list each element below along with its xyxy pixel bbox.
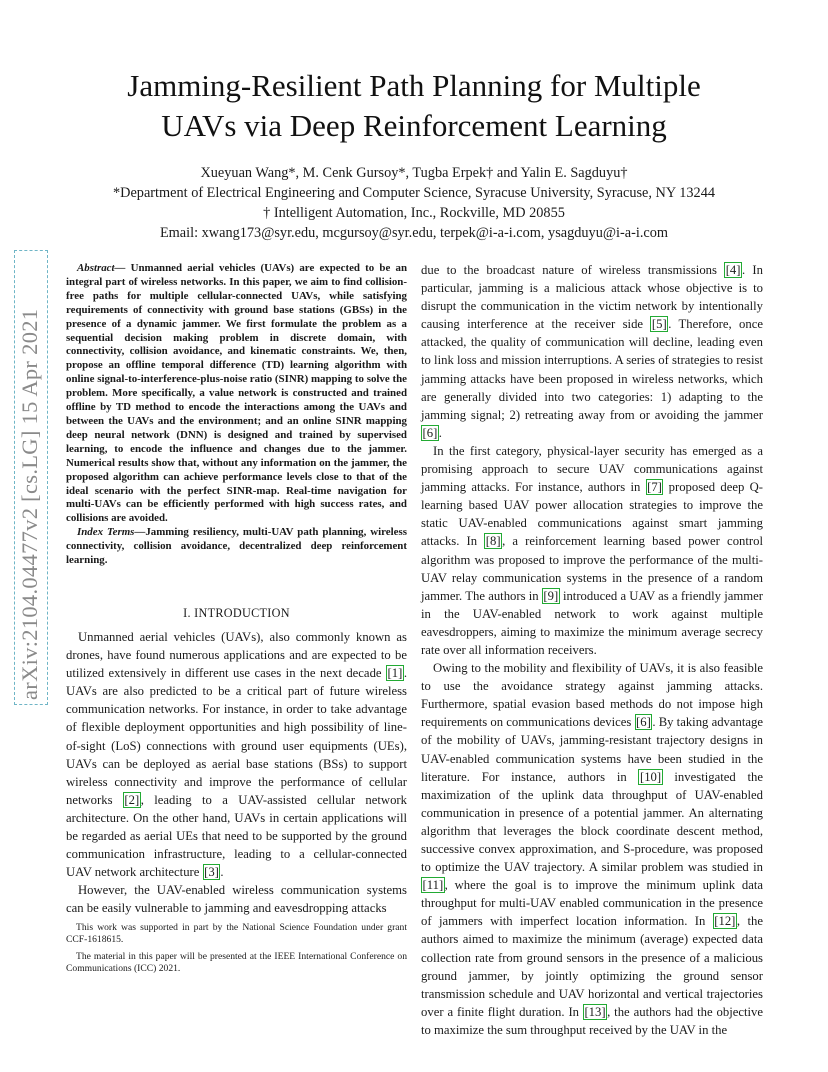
- citation-link[interactable]: [6]: [636, 715, 651, 730]
- abstract-label: Abstract—: [77, 262, 126, 274]
- citation-link[interactable]: [4]: [725, 263, 741, 277]
- text-run: introduced a UAV as a friendly jammer in the UAV-enabled network to work against multiple eavesdroppers, aiming to maximize the minimum average secrecy rate over all information receivers.: [421, 588, 764, 657]
- author-block: [0, 163, 828, 243]
- footnote-conference: The material in this paper will be presented at the IEEE International Conference on Communications (ICC) 2021.: [66, 950, 407, 974]
- text-run: , the authors aimed to maximize the minimum (average) expected data collection rate from ground sensors in the presence of a malicious ground jammer, by jointly optimizing the ground sensor transmission schedule and UAV horizontal and vertical trajectories over a finite flight duration. In: [421, 914, 763, 1019]
- section-heading-introduction: I. INTRODUCTION: [183, 606, 290, 620]
- text-run: Owing to the mobility and flexibility of UAVs, it is also feasible to use the avoidance strategy against jamming attacks. Furthermore, spatial evasion based methods do not impose high requirements on communications devices: [421, 661, 763, 730]
- text-run: proposed deep Q-learning based UAV power allocation strategies to improve the static UAV-enabled communications against smart jamming attacks. In: [421, 480, 763, 549]
- citation-link[interactable]: [12]: [714, 914, 736, 929]
- footnotes: [66, 922, 407, 979]
- title-line-2: UAVs via Deep Reinforcement Learning: [161, 108, 667, 143]
- intro-paragraph-1: [66, 628, 407, 881]
- text-run: , leading to a UAV-assisted cellular network architecture. On the other hand, UAVs in certain applications will be regarded as aerial UEs that need to be supported by the ground communication infrastructure, leading to a cellular-connected UAV network architecture: [66, 792, 408, 880]
- footnote-funding: This work was supported in part by the National Science Foundation under grant CCF-1618615.: [66, 922, 407, 946]
- text-run: due to the broadcast nature of wireless transmissions: [421, 263, 725, 277]
- text-run: . Therefore, once attacked, the quality of communication will decline, leading even to link loss and mission interruptions. A series of strategies to resist jamming attacks have been proposed in wireless networks, which are generally divided into two categories: 1) adapting to the jamming signal; 2) retreating away from or avoiding the jammer: [421, 317, 764, 422]
- text-run: , where the goal is to improve the minimum uplink data throughput for multi-UAV enabled communication in the presence of jammers with imperfect location information. In: [421, 878, 763, 929]
- abstract-text: Unmanned aerial vehicles (UAVs) are expected to be an integral part of wireless networks. In this paper, we aim to find collision-free paths for multiple cellular-connected UAVs, while satisfying requirements of connectivity with ground base stations (GBSs) in the presence of a dynamic jammer. We first formulate the problem as a sequential decision making problem in discrete domain, with connectivity, collision avoidance, and kinematic constraints. We, then, propose an offline temporal difference (TD) learning algorithm with online signal-to-interference-plus-noise ratio (SINR) mapping to solve the problem. More specifically, a value network is constructed and trained offline by TD method to encode the interactions among the UAVs and between the UAVs and the environment; and an online SINR mapping deep neural network (DNN) is designed and trained by supervised learning, to encode the influence and changes due to the jammer. Numerical results show that, without any information on the jammer, the proposed algorithm can achieve performance levels close to that of the ideal scenario with the perfect SINR-map. Real-time navigation for multi-UAVs can be efficiently performed with high success rates, and collisions are avoided.: [66, 262, 407, 525]
- citation-link[interactable]: [3]: [204, 865, 219, 880]
- title-line-1: Jamming-Resilient Path Planning for Multiple: [127, 68, 701, 103]
- citation-link[interactable]: [8]: [485, 534, 501, 549]
- citation-link[interactable]: [13]: [584, 1004, 606, 1019]
- author-emails: Email: xwang173@syr.edu, mcgursoy@syr.edu, terpek@i-a-i.com, ysagduyu@i-a-i.com: [159, 225, 669, 241]
- text-run: , a reinforcement learning based power control algorithm was proposed to improve the performance of the multi-UAV relay communication systems in the presence of a random jammer. The authors in: [421, 534, 763, 603]
- abstract-paragraph: [66, 262, 407, 526]
- citation-link[interactable]: [11]: [422, 878, 444, 893]
- paper-title: [0, 66, 828, 146]
- affiliation-syracuse: *Department of Electrical Engineering and Computer Science, Syracuse University, Syracuse, NY 13244: [112, 185, 715, 201]
- continued-paragraph: [421, 261, 763, 442]
- citation-link[interactable]: [2]: [124, 792, 140, 807]
- citation-link[interactable]: [9]: [543, 588, 559, 603]
- left-column-body: [66, 628, 407, 918]
- abstract: [66, 262, 407, 568]
- physical-layer-paragraph: [421, 442, 763, 659]
- citation-link[interactable]: [6]: [422, 425, 438, 440]
- citation-link[interactable]: [7]: [647, 480, 662, 495]
- text-run: In the first category, physical-layer security has emerged as a promising approach to secure UAV communications against jamming attacks. For instance, authors in: [421, 443, 763, 495]
- intro-paragraph-2: However, the UAV-enabled wireless communication systems can be easily vulnerable to jamming and eavesdropping attacks: [66, 883, 407, 916]
- index-terms: [66, 526, 407, 568]
- text-run: . By taking advantage of the mobility of UAVs, jamming-resistant trajectory designs in UAV-enabled communication systems have been studied in the literature. For instance, authors in: [421, 715, 763, 784]
- right-column-body: [421, 261, 763, 1039]
- citation-link[interactable]: [1]: [387, 666, 403, 681]
- arxiv-identifier[interactable]: arXiv:2104.04477v2 [cs.LG] 15 Apr 2021: [17, 308, 42, 700]
- citation-link[interactable]: [5]: [651, 317, 667, 332]
- index-terms-label: Index Terms: [77, 526, 135, 539]
- text-run: .: [220, 865, 224, 880]
- text-run: , the authors had the objective to maximize the sum throughput received by the UAV in the: [421, 1004, 764, 1037]
- text-run: .: [438, 425, 442, 440]
- text-run: Unmanned aerial vehicles (UAVs), also commonly known as drones, have found numerous applications and are expected to be utilized extensively in different use cases in the next decade: [66, 630, 407, 681]
- citation-link[interactable]: [10]: [639, 769, 662, 784]
- mobility-paragraph: [421, 659, 763, 1039]
- text-run: investigated the maximization of the uplink data throughput of UAV-enabled communication in presence of a potential jammer. An alternating algorithm that leverages the block coordinate descent method, successive convex approximation, and S-procedure, was proposed to optimize the UAV trajectory. A similar problem was studied in: [421, 769, 764, 875]
- author-names: Xueyuan Wang*, M. Cenk Gursoy*, Tugba Erpek† and Yalin E. Sagduyu†: [200, 165, 628, 181]
- index-terms-text: —Jamming resiliency, multi-UAV path planning, wireless connectivity, collision avoidance, decentralized deep reinforcement learning.: [66, 526, 407, 567]
- affiliation-iai: † Intelligent Automation, Inc., Rockville, MD 20855: [263, 205, 565, 221]
- text-run: . In particular, jamming is a malicious attack whose objective is to disrupt the communication in the victim network by intentionally causing interference at the receiver side: [421, 263, 763, 332]
- text-run: . UAVs are also predicted to be a critical part of future wireless communication networks. For instance, in order to take advantage of flexible deployment opportunities and high possibility of line-of-sight (LoS) connections with ground user equipments (UEs), UAVs can be deployed as aerial base stations (BSs) to support wireless connectivity and improve the performance of cellular networks: [66, 666, 407, 807]
